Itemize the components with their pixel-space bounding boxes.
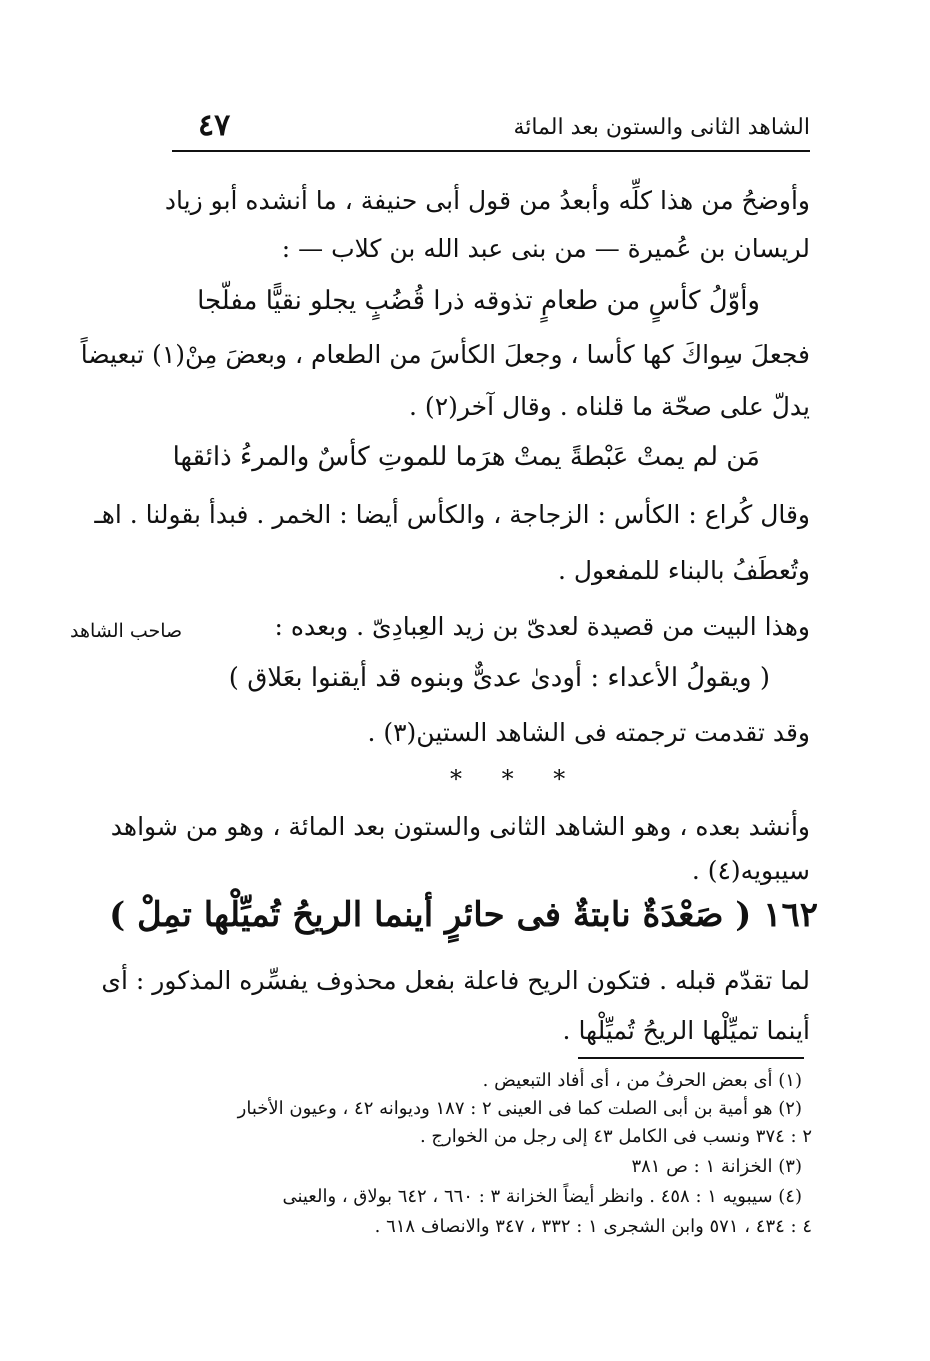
section-separator: * * * bbox=[450, 765, 582, 793]
verse-line: مَن لم يمتْ عَبْطةً يمتْ هرَما للموتِ كأسٌ والمرءُ ذائقها bbox=[172, 442, 760, 472]
body-line: وقد تقدمت ترجمته فى الشاهد الستين(٣) . bbox=[367, 718, 810, 747]
body-line: فجعلَ سِواكَ كها كأسا ، وجعلَ الكأسَ من الطعام ، وبعضَ مِنْ(١) تبعيضاً bbox=[80, 340, 810, 369]
footnote: (٢) هو أمية بن أبى الصلت كما فى العينى ٢ : ١٨٧ وديوانه ٤٢ ، وعيون الأخبار bbox=[237, 1098, 802, 1119]
footnote: ٢ : ٣٧٤ ونسب فى الكامل ٤٣ إلى رجل من الخوارج . bbox=[419, 1126, 812, 1147]
verse-heading: ١٦٢ ( صَعْدَةٌ نابتةٌ فى حائرٍ أينما الريحُ تُميِّلْها تمِلْ ) bbox=[109, 895, 818, 935]
body-line: وتُعطَفُ بالبناء للمفعول . bbox=[557, 556, 810, 585]
verse-line: ( ويقولُ الأعداء : أودىٰ عدىٌّ وبنوه قد أيقنوا بعَلاق ) bbox=[228, 663, 770, 693]
body-line: وأوضحُ من هذا كلِّه وأبعدُ من قول أبى حنيفة ، ما أنشده أبو زياد bbox=[164, 186, 810, 215]
header-rule bbox=[172, 150, 810, 152]
footnote: (٤) سيبويه ١ : ٤٥٨ . وانظر أيضاً الخزانة ٣ : ٦٦٠ ، ٦٤٢ بولاق ، والعينى bbox=[282, 1186, 802, 1207]
verse-line: وأوّلُ كأسٍ من طعامٍ تذوقه ذرا قُضُبٍ يجلو نقيًّا مفلّجا bbox=[197, 286, 760, 316]
footnote: (١) أى بعض الحرفُ من ، أى أفاد التبعيض . bbox=[482, 1070, 802, 1091]
body-line: سيبويه(٤) . bbox=[691, 856, 810, 885]
margin-note: صاحب الشاهد bbox=[70, 620, 183, 642]
footnote: (٣) الخزانة ١ : ص ٣٨١ bbox=[631, 1156, 802, 1177]
body-line: أينما تميِّلْها الريحُ تُميِّلْها . bbox=[562, 1016, 810, 1045]
footnote-rule bbox=[578, 1057, 804, 1059]
body-line: يدلّ على صحّة ما قلناه . وقال آخر(٢) . bbox=[409, 392, 810, 421]
page-number: ٤٧ bbox=[198, 108, 231, 143]
footnote: ٤ : ٤٣٤ ، ٥٧١ وابن الشجرى ١ : ٣٣٢ ، ٣٤٧ والانصاف ٦١٨ . bbox=[374, 1216, 812, 1237]
body-line: وهذا البيت من قصيدة لعدىّ بن زيد العِبادِىّ . وبعده : bbox=[274, 612, 810, 641]
body-line: وأنشد بعده ، وهو الشاهد الثانى والستون بعد المائة ، وهو من شواهد bbox=[110, 812, 810, 841]
body-line: لريسان بن عُميرة — من بنى عبد الله بن كلاب — : bbox=[281, 234, 810, 263]
running-header-title: الشاهد الثانى والستون بعد المائة bbox=[513, 115, 810, 140]
body-line: وقال كُراع : الكأس : الزجاجة ، والكأس أيضا : الخمر . فبدأ بقولنا . اهـ bbox=[94, 500, 810, 529]
body-line: لما تقدّم قبله . فتكون الريح فاعلة بفعل محذوف يفسِّره المذكور : أى bbox=[101, 966, 810, 995]
